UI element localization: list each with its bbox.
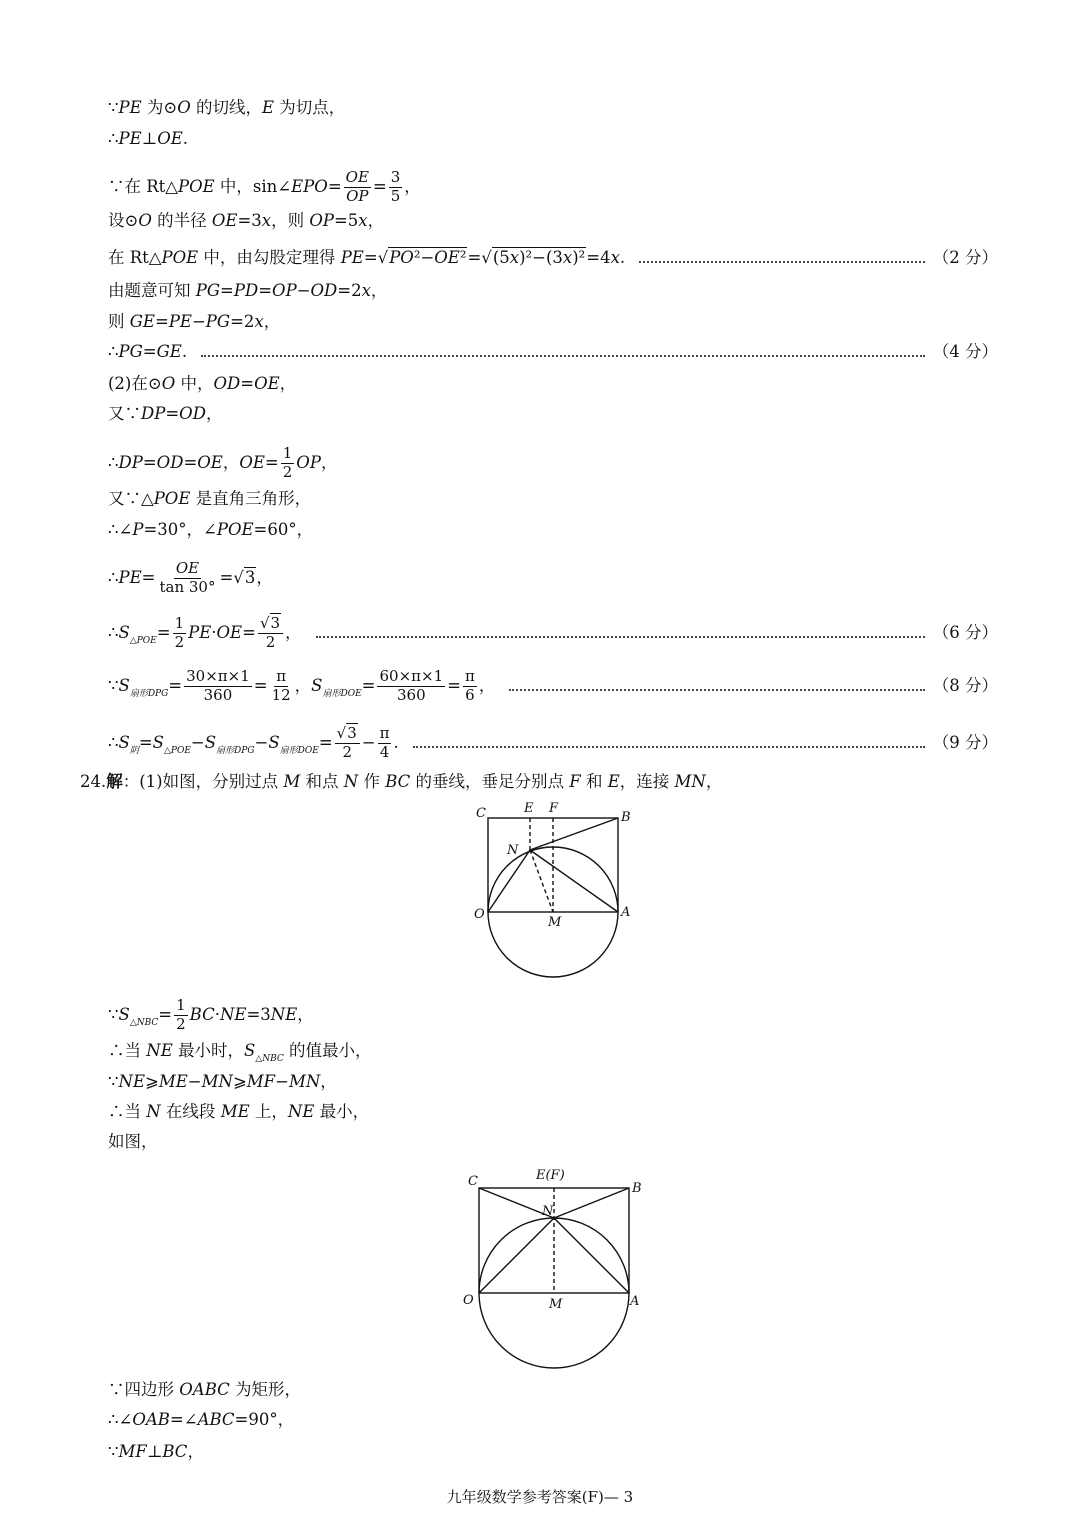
line-24: ∵四边形 OABC 为矩形， bbox=[108, 1380, 301, 1399]
line-23: 如图， bbox=[108, 1132, 158, 1151]
line-26: ∵MF⊥BC， bbox=[108, 1442, 204, 1461]
score-6: （6 分） bbox=[932, 623, 998, 642]
fig1-label-a: A bbox=[621, 905, 631, 920]
score-4: （4 分） bbox=[932, 342, 998, 361]
line-5: 在 Rt△POE 中，由勾股定理得 PE=√PO²−OE²=√(5x)²−(3x)²=4x. （2 分） bbox=[108, 248, 998, 267]
fig1-label-f: F bbox=[549, 801, 559, 816]
line-16: $\because S_{扇形DPG}=$ $\frac{30\times\pi\times 1}{360}$ = $\frac{\pi}{12}$ ，$S_{扇形DOE}=$ $\frac{60\times\pi\times 1}{360}$ = $\frac{\pi}{6}$ ， （8 分） bbox=[108, 667, 998, 704]
score-8: （8 分） bbox=[932, 676, 998, 695]
line-21: ∵NE⩾ME−MN⩾MF−MN， bbox=[108, 1072, 337, 1091]
fig2-label-a: A bbox=[630, 1294, 640, 1309]
figure-2 bbox=[458, 1162, 654, 1372]
line-6: 由题意可知 PG=PD=OP−OD=2x， bbox=[108, 281, 388, 300]
fig2-label-ef: E(F) bbox=[536, 1168, 565, 1183]
line-14: ∴PE= $\frac{OE}{\tan 30^\circ}$ =√3， bbox=[108, 559, 273, 596]
score-2: （2 分） bbox=[932, 248, 998, 267]
fig2-label-o: O bbox=[463, 1293, 474, 1308]
line-17: $\therefore S_阴=S_{\triangle POE}-S_{扇形DPG}-S_{扇形DOE}=$ $\frac{√3}{2}$ − $\frac{\pi}{4}$ . （9 分） bbox=[108, 724, 998, 761]
line-25: ∴∠OAB=∠ABC=90°， bbox=[108, 1410, 295, 1429]
fig1-label-b: B bbox=[621, 810, 631, 825]
line-3: ∵在 Rt△POE 中，sin∠EPO= $\frac{OE}{OP}$ = $\frac{3}{5}$ ， bbox=[108, 168, 421, 205]
line-19: $\because S_{\triangle NBC}=$ $\frac{1}{2}$ BC·NE=3NE， bbox=[108, 996, 314, 1033]
fig1-label-o: O bbox=[474, 907, 485, 922]
fig1-label-n: N bbox=[507, 843, 519, 858]
line-9: (2)在⊙O 中，OD=OE， bbox=[108, 374, 297, 393]
line-7: 则 GE=PE−PG=2x， bbox=[108, 312, 281, 331]
line-20: ∴当 NE 最小时，$S_{\triangle NBC}$ 的值最小， bbox=[108, 1041, 372, 1064]
fig2-label-n: N bbox=[542, 1204, 554, 1219]
fig2-label-b: B bbox=[632, 1181, 642, 1196]
line-11: ∴DP=OD=OE，OE= $\frac{1}{2}$ OP， bbox=[108, 444, 338, 481]
fig1-label-m: M bbox=[548, 915, 562, 930]
line-13: ∴∠P=30°，∠POE=60°， bbox=[108, 520, 314, 539]
fig1-label-e: E bbox=[524, 801, 534, 816]
page-footer: 九年级数学参考答案(F)— 3 bbox=[446, 1488, 634, 1506]
line-4: 设⊙O 的半径 OE=3x，则 OP=5x， bbox=[108, 211, 385, 230]
line-15: $\therefore S_{\triangle POE}=$ $\frac{1}{2}$ PE·OE= $\frac{√3}{2}$ ， （6 分） bbox=[108, 614, 998, 651]
line-10: 又∵DP=OD， bbox=[108, 404, 223, 423]
line-18: 24.解：(1)如图，分别过点 M 和点 N 作 BC 的垂线，垂足分别点 F 和 E，连接 MN， bbox=[80, 772, 723, 791]
line-8: ∴PG=GE. （4 分） bbox=[108, 342, 998, 361]
fig2-label-m: M bbox=[549, 1297, 563, 1312]
line-2: ∴PE⊥OE. bbox=[108, 129, 189, 148]
line-1: ∵PE 为⊙O 的切线，E 为切点， bbox=[108, 98, 346, 117]
score-9: （9 分） bbox=[932, 733, 998, 752]
line-22: ∴当 N 在线段 ME 上，NE 最小， bbox=[108, 1102, 370, 1121]
fig1-label-c: C bbox=[476, 806, 486, 821]
fig2-label-c: C bbox=[468, 1174, 478, 1189]
line-12: 又∵△POE 是直角三角形， bbox=[108, 489, 312, 508]
figure-1 bbox=[470, 798, 640, 980]
